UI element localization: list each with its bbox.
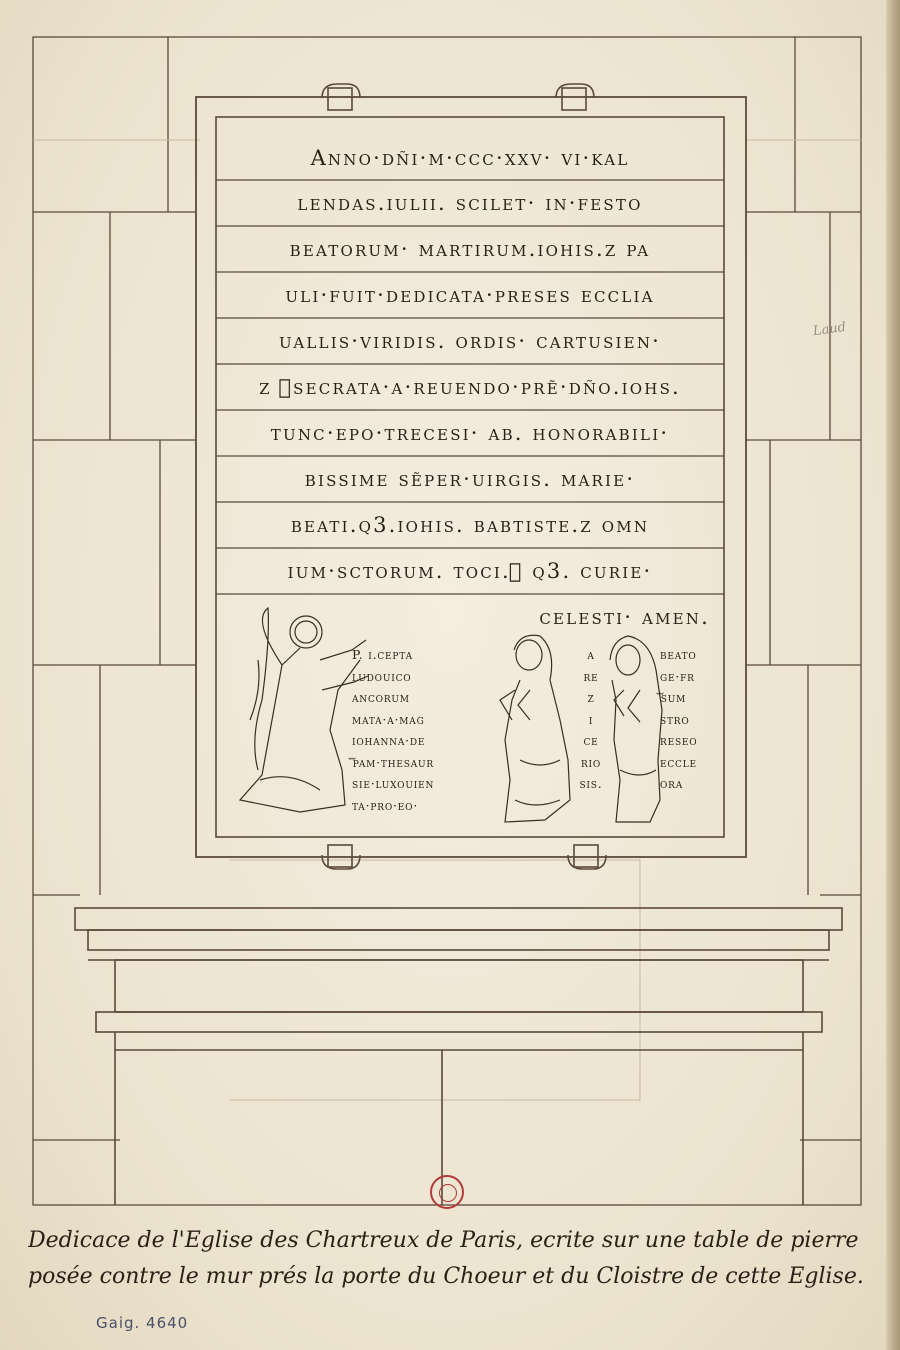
inscription-line: celesti· amen. — [539, 605, 710, 629]
book-spine — [886, 0, 900, 1350]
text-line: ᷓpam·thesaur — [352, 754, 434, 770]
text-line: iohanna·de — [352, 733, 426, 748]
inscription-line: tunc·epo·trecesi· ab. honorabili· — [270, 421, 670, 445]
text-line: sis. — [579, 776, 603, 791]
text-line: a — [587, 647, 595, 662]
text-line: re — [583, 668, 599, 684]
call-number: Gaig. 4640 — [96, 1314, 189, 1332]
text-line: ta·pro·eo· — [352, 797, 419, 813]
inscription-line: ium·sctorum. toci.ᷓ q3. curie· — [287, 559, 653, 583]
donor-inscription-middle — [574, 644, 608, 795]
caption-line-1: Dedicace de l'Eglise des Chartreux de Paris, ecrite sur une table de pierre — [28, 1228, 859, 1253]
donor-inscription-left — [352, 644, 434, 816]
text-line: ludouico — [352, 668, 412, 684]
text-line: z — [587, 690, 595, 705]
text-line: beato — [660, 647, 697, 662]
inscription-line: Anno·dñi·m·ccc·xxv· vi·kal — [310, 146, 630, 170]
library-stamp — [430, 1175, 464, 1209]
inscription-tablet — [216, 117, 724, 837]
inscription-line: uallis·viridis. ordis· cartusien· — [278, 329, 662, 353]
text-line: ge·fr — [660, 668, 695, 684]
text-line: i — [588, 711, 594, 727]
text-line: rio — [580, 754, 602, 770]
inscription-line: beati.q3.iohis. babtiste.z omn — [290, 513, 650, 537]
text-line: ancorum — [352, 690, 410, 705]
inscription-line: lendas.iulii. scilet· in·festo — [297, 191, 643, 215]
text-line: sie·luxouien — [352, 776, 435, 791]
inscription-line: z ᷓsecrata·a·reuendo·prẽ·dño.iohs. — [259, 375, 681, 399]
text-line: ᷓsum — [660, 690, 687, 705]
inscription-line: uli·fuit·dedicata·preses ecclia — [285, 283, 655, 307]
margin-note: Laud — [812, 319, 847, 340]
text-line: mata·a·mag — [352, 711, 425, 727]
text-line: eccle — [660, 754, 697, 770]
text-line: ce — [583, 733, 599, 748]
text-line: reseo — [660, 733, 698, 748]
inscription-line: bissime sẽper·uirgis. marie· — [304, 467, 636, 491]
inscription-line: beatorum· martirum.iohis.z pa — [289, 237, 651, 261]
text-line: stro — [660, 711, 690, 727]
donor-inscription-right — [660, 644, 697, 795]
text-line: ora — [660, 776, 684, 791]
mantel-cornice — [75, 908, 842, 1205]
text-line: P. i.cepta — [352, 647, 413, 662]
caption-line-2: posée contre le mur prés la porte du Choeur et du Cloistre de cette Eglise. — [28, 1264, 864, 1289]
